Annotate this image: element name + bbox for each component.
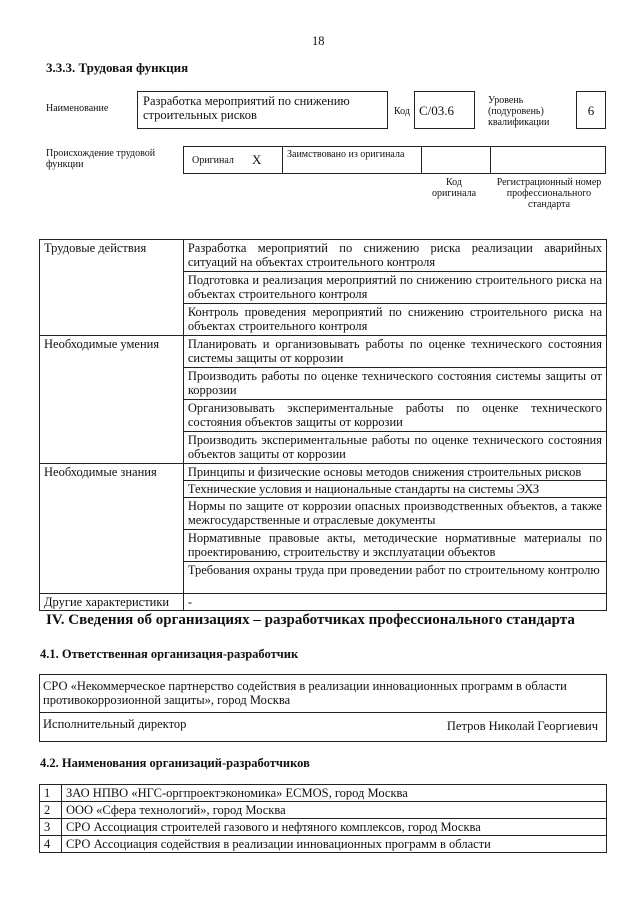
table-row <box>40 336 607 368</box>
level-label: Уровень (подуровень) квалификации <box>488 95 550 128</box>
level-value: 6 <box>576 91 606 129</box>
code-label: Код <box>394 106 410 117</box>
item-cell: Разработка мероприятий по снижению риска реализации аварийных ситуаций на объектах строительного контроля <box>183 240 606 272</box>
table-row <box>40 836 607 853</box>
original-mark: X <box>252 152 262 167</box>
director-position: Исполнительный директор <box>43 717 187 731</box>
section-333-title: 3.3.3. Трудовая функция <box>46 60 189 75</box>
item-cell: Нормативные правовые акты, методические нормативные материалы по проектированию, строительству и эксплуатации объектов <box>183 530 606 562</box>
section-42-title: 4.2. Наименования организаций-разработчиков <box>40 756 310 770</box>
code-value: С/03.6 <box>414 91 475 129</box>
category-cell: Трудовые действия <box>40 240 184 336</box>
origin-label: Происхождение трудовой функции <box>46 148 156 170</box>
category-cell: Необходимые умения <box>40 336 184 464</box>
category-cell: Необходимые знания <box>40 464 184 594</box>
item-cell: - <box>183 594 606 611</box>
category-cell: Другие характеристики <box>40 594 184 611</box>
table-row <box>40 594 607 611</box>
responsible-org-name: СРО «Некоммерческое партнерство содействия в реализации инновационных программ в области противокоррозионной защиты», город Москва <box>43 679 567 707</box>
item-cell: Контроль проведения мероприятий по снижению строительного риска на объектах строительного контроля <box>183 304 606 336</box>
name-label: Наименование <box>46 103 109 114</box>
item-cell: Принципы и физические основы методов снижения строительных рисков <box>183 464 606 481</box>
org-name: СРО Ассоциация строителей газового и нефтяного комплексов, город Москва <box>61 819 606 836</box>
table-row <box>40 464 607 481</box>
director-name: Петров Николай Георгиевич <box>446 719 598 733</box>
org-name: ООО «Сфера технологий», город Москва <box>61 802 606 819</box>
section-iv-title: IV. Сведения об организациях – разработчиках профессионального стандарта <box>46 612 575 628</box>
origin-box <box>183 146 606 174</box>
section-41-title: 4.1. Ответственная организация-разработчик <box>40 647 299 661</box>
table-row <box>40 240 607 272</box>
org-name: СРО Ассоциация содействия в реализации инновационных программ в области <box>61 836 606 853</box>
developers-table <box>39 784 607 853</box>
item-cell: Производить работы по оценке технического состояния системы защиты от коррозии <box>183 368 606 400</box>
item-cell: Организовывать экспериментальные работы по оценке технического состояния объектов защиты от коррозии <box>183 400 606 432</box>
item-cell: Производить экспериментальные работы по оценке технического состояния объектов защиты от коррозии <box>183 432 606 464</box>
row-number: 3 <box>40 819 62 836</box>
item-cell: Планировать и организовывать работы по оценке технического состояния системы защиты от коррозии <box>183 336 606 368</box>
labor-function-table <box>39 239 607 611</box>
row-number: 1 <box>40 785 62 802</box>
item-cell: Нормы по защите от коррозии опасных производственных объектов, а также межгосударственные и отраслевые документы <box>183 498 606 530</box>
row-number: 2 <box>40 802 62 819</box>
table-row <box>40 802 607 819</box>
name-value: Разработка мероприятий по снижению строительных рисков <box>137 91 388 129</box>
reg-number-label: Регистрационный номер профессионального стандарта <box>496 177 602 210</box>
table-row <box>40 785 607 802</box>
item-cell: Технические условия и национальные стандарты на системы ЭХЗ <box>183 481 606 498</box>
page-number: 18 <box>312 34 325 48</box>
original-label: Оригинал <box>192 155 234 166</box>
code-original-label: Код оригинала <box>431 177 477 199</box>
item-cell: Требования охраны труда при проведении работ по строительному контролю <box>183 562 606 594</box>
responsible-org-box <box>39 674 607 742</box>
org-name: ЗАО НПВО «НГС-оргпроектэкономика» ECMOS, город Москва <box>61 785 606 802</box>
row-number: 4 <box>40 836 62 853</box>
table-row <box>40 819 607 836</box>
borrowed-label: Заимствовано из оригинала <box>287 149 405 160</box>
item-cell: Подготовка и реализация мероприятий по снижению строительного риска на объектах строительного контроля <box>183 272 606 304</box>
